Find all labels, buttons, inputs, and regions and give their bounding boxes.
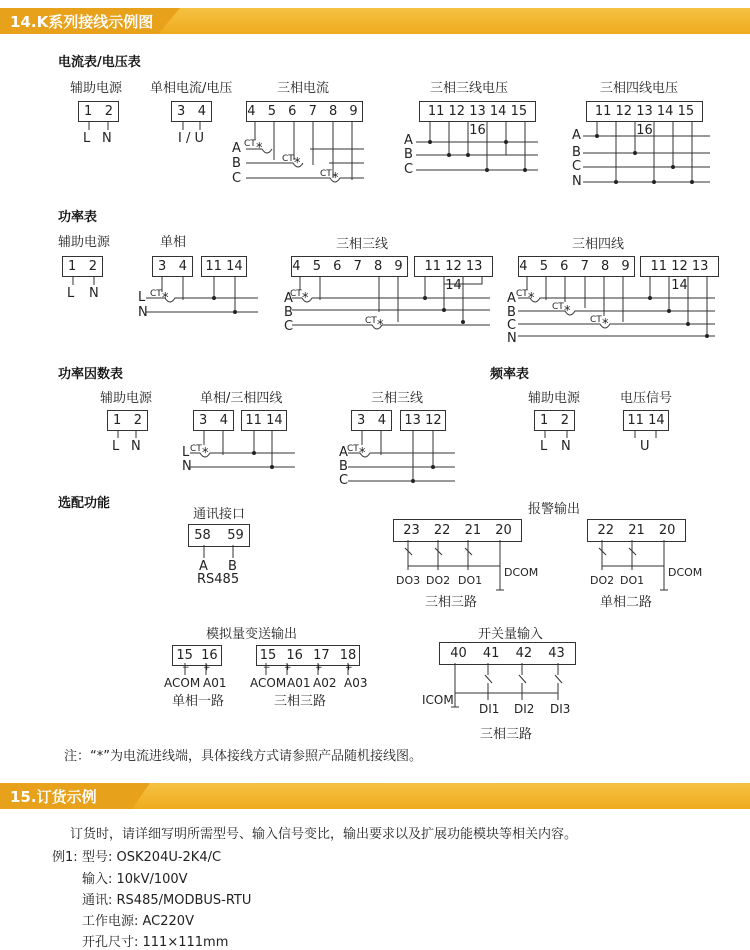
single-phase-iv-label: 单相电流/电压 bbox=[150, 81, 233, 96]
label-di1: DI1 bbox=[479, 702, 500, 716]
terminal-block bbox=[414, 256, 493, 293]
comm-port-label: 通讯接口 bbox=[193, 507, 246, 522]
three-phase-4wire-label: 三相四线 bbox=[572, 237, 625, 252]
terminal-block bbox=[201, 256, 247, 277]
terminal: 9 bbox=[394, 259, 407, 274]
terminal: 2 bbox=[560, 413, 569, 428]
group-current-voltage: 电流表/电压表 bbox=[58, 55, 141, 70]
terminal: 8 bbox=[600, 259, 614, 274]
terminal: 11 bbox=[424, 259, 442, 274]
order-line-comm: 通讯: RS485/MODBUS-RTU bbox=[82, 893, 252, 908]
terminal: 5 bbox=[267, 104, 280, 119]
terminal-block bbox=[172, 645, 222, 666]
label-C: C bbox=[339, 473, 349, 488]
label-a03: A03 bbox=[344, 676, 368, 690]
terminal: 42 bbox=[515, 646, 533, 661]
terminal-block bbox=[241, 410, 287, 431]
wiring-note: 注：“*”为电流进线端，具体接线方式请参照产品随机接线图。 bbox=[64, 749, 422, 764]
label-CT: CT bbox=[320, 169, 332, 179]
label-icom: ICOM bbox=[422, 693, 454, 707]
terminal: 1 bbox=[68, 259, 77, 274]
section-14-title: 14.K系列接线示例图 bbox=[10, 13, 154, 31]
label-plus: + bbox=[315, 663, 323, 673]
terminal: 3 bbox=[177, 104, 186, 119]
terminal: 40 bbox=[450, 646, 467, 661]
three-phase-current-label: 三相电流 bbox=[277, 81, 330, 96]
label-U: U bbox=[640, 439, 650, 454]
switch-input-label: 开关量输入 bbox=[478, 627, 544, 642]
terminal: 23 bbox=[403, 523, 420, 538]
terminal: 14 bbox=[489, 104, 507, 119]
label-CT: CT bbox=[552, 302, 564, 312]
three-way-label: 三相三路 bbox=[425, 595, 478, 610]
label-L: L bbox=[182, 445, 190, 460]
section-15-title: 15.订货示例 bbox=[10, 788, 97, 806]
terminal-block bbox=[291, 256, 408, 277]
terminal-block bbox=[587, 519, 686, 542]
label-star: * bbox=[564, 304, 571, 319]
terminal: 6 bbox=[333, 259, 346, 274]
terminal: 4 bbox=[247, 104, 260, 119]
label-A: A bbox=[199, 559, 208, 574]
voltage-signal-label: 电压信号 bbox=[620, 391, 673, 406]
terminal: 1 bbox=[540, 413, 549, 428]
terminal-block bbox=[419, 101, 536, 138]
label-plus: + bbox=[203, 663, 211, 673]
terminal: 4 bbox=[519, 259, 532, 274]
label-CT: CT bbox=[190, 444, 202, 454]
label-di3: DI3 bbox=[550, 702, 571, 716]
label-a01: A01 bbox=[287, 676, 311, 690]
three-phase-3wire-label: 三相三线 bbox=[371, 391, 424, 406]
label-B: B bbox=[339, 459, 348, 474]
label-C: C bbox=[232, 171, 242, 186]
terminal: 4 bbox=[292, 259, 305, 274]
terminal: 14 bbox=[445, 278, 462, 293]
terminal: 7 bbox=[580, 259, 593, 274]
group-pf: 功率因数表 bbox=[58, 367, 124, 382]
terminal: 13 bbox=[465, 259, 483, 274]
terminal: 2 bbox=[88, 259, 97, 274]
aux-power-label: 辅助电源 bbox=[70, 81, 123, 96]
label-L: L bbox=[540, 439, 548, 454]
label-C: C bbox=[507, 318, 517, 333]
terminal: 6 bbox=[560, 259, 573, 274]
terminal: 16 bbox=[636, 123, 653, 138]
terminal: 7 bbox=[353, 259, 366, 274]
terminal: 9 bbox=[621, 259, 634, 274]
terminal: 12 bbox=[615, 104, 633, 119]
terminal: 58 bbox=[194, 528, 211, 543]
label-di2: DI2 bbox=[514, 702, 535, 716]
terminal: 16 bbox=[469, 123, 486, 138]
terminal: 4 bbox=[219, 413, 228, 428]
label-N: N bbox=[89, 286, 99, 301]
aux-power-label: 辅助电源 bbox=[528, 391, 581, 406]
label-star: * bbox=[302, 291, 309, 306]
label-star: * bbox=[377, 318, 384, 333]
label-C: C bbox=[404, 162, 414, 177]
label-N: N bbox=[561, 439, 571, 454]
three-way-label: 三相三路 bbox=[480, 727, 533, 742]
label-A: A bbox=[404, 133, 413, 148]
label-CT: CT bbox=[347, 444, 359, 454]
terminal: 11 bbox=[245, 413, 262, 428]
terminal-block bbox=[623, 410, 669, 431]
label-B: B bbox=[572, 145, 581, 160]
terminal: 2 bbox=[104, 104, 113, 119]
label-CT: CT bbox=[365, 316, 377, 326]
label-N: N bbox=[131, 439, 141, 454]
terminal: 7 bbox=[308, 104, 321, 119]
label-A: A bbox=[284, 291, 293, 306]
label-CT: CT bbox=[590, 315, 602, 325]
order-intro: 订货时，请详细写明所需型号、输入信号变比，输出要求以及扩展功能模块等相关内容。 bbox=[70, 827, 578, 842]
label-L: L bbox=[112, 439, 120, 454]
label-do2: DO2 bbox=[590, 574, 615, 587]
terminal-block bbox=[586, 101, 703, 138]
terminal: 21 bbox=[628, 523, 645, 538]
three-phase-3wire-label: 三相三线 bbox=[336, 237, 389, 252]
terminal: 12 bbox=[425, 413, 442, 428]
label-star: * bbox=[162, 291, 169, 306]
terminal: 4 bbox=[377, 413, 386, 428]
alarm-output-label: 报警输出 bbox=[528, 502, 581, 517]
terminal: 13 bbox=[469, 104, 486, 119]
label-B: B bbox=[404, 147, 413, 162]
label-star: * bbox=[294, 156, 301, 171]
label-star: * bbox=[602, 317, 609, 332]
label-rs485: RS485 bbox=[197, 572, 240, 587]
terminal: 16 bbox=[286, 648, 303, 663]
terminal: 13 bbox=[636, 104, 653, 119]
label-B: B bbox=[228, 559, 237, 574]
terminal: 41 bbox=[482, 646, 500, 661]
label-A: A bbox=[507, 291, 516, 306]
terminal: 15 bbox=[677, 104, 695, 119]
terminal-block bbox=[351, 410, 392, 431]
label-a02: A02 bbox=[313, 676, 337, 690]
terminal-block bbox=[107, 410, 148, 431]
terminal-block bbox=[393, 519, 522, 542]
label-A: A bbox=[232, 141, 241, 156]
label-C: C bbox=[284, 319, 294, 334]
terminal: 11 bbox=[650, 259, 668, 274]
label-do1: DO1 bbox=[458, 574, 483, 587]
terminal: 20 bbox=[495, 523, 512, 538]
label-CT: CT bbox=[516, 289, 528, 299]
terminal: 6 bbox=[288, 104, 301, 119]
single-two-way-label: 单相二路 bbox=[600, 595, 653, 610]
label-N: N bbox=[507, 331, 517, 346]
single-phase-label: 单相 bbox=[160, 235, 187, 250]
label-CT: CT bbox=[282, 154, 294, 164]
terminal: 3 bbox=[357, 413, 366, 428]
terminal: 11 bbox=[594, 104, 612, 119]
label-minus: − bbox=[263, 663, 271, 673]
section-15-banner bbox=[0, 783, 750, 809]
terminal: 14 bbox=[226, 259, 243, 274]
terminal: 11 bbox=[427, 104, 445, 119]
label-star: * bbox=[256, 141, 263, 156]
single-one-way-label: 单相一路 bbox=[172, 694, 225, 709]
terminal: 1 bbox=[113, 413, 122, 428]
terminal-block bbox=[188, 524, 250, 547]
terminal: 3 bbox=[158, 259, 167, 274]
label-N: N bbox=[572, 174, 582, 189]
label-N: N bbox=[102, 131, 112, 146]
terminal: 20 bbox=[658, 523, 676, 538]
terminal-block bbox=[439, 642, 576, 665]
label-A: A bbox=[572, 128, 581, 143]
order-line-input: 输入: 10kV/100V bbox=[82, 872, 188, 887]
terminal-block bbox=[640, 256, 719, 293]
terminal: 14 bbox=[266, 413, 283, 428]
terminal: 13 bbox=[404, 413, 421, 428]
terminal-block bbox=[152, 256, 193, 277]
terminal: 8 bbox=[373, 259, 387, 274]
terminal-block bbox=[78, 101, 119, 122]
label-CT: CT bbox=[150, 289, 162, 299]
label-star: * bbox=[202, 446, 209, 461]
terminal: 3 bbox=[199, 413, 208, 428]
terminal: 2 bbox=[133, 413, 142, 428]
terminal: 4 bbox=[197, 104, 206, 119]
terminal: 15 bbox=[510, 104, 528, 119]
example-label: 例1: bbox=[52, 850, 78, 865]
terminal: 43 bbox=[548, 646, 565, 661]
label-acom: ACOM bbox=[250, 676, 287, 690]
aux-power-label: 辅助电源 bbox=[58, 235, 111, 250]
terminal: 1 bbox=[84, 104, 93, 119]
single-three-4wire-label: 单相/三相四线 bbox=[200, 391, 283, 406]
terminal: 9 bbox=[349, 104, 362, 119]
analog-output-label: 模拟量变送输出 bbox=[206, 627, 298, 642]
label-CT: CT bbox=[244, 139, 256, 149]
terminal: 5 bbox=[539, 259, 552, 274]
terminal: 12 bbox=[671, 259, 688, 274]
label-dcom: DCOM bbox=[668, 566, 703, 579]
label-acom: ACOM bbox=[164, 676, 201, 690]
label-B: B bbox=[232, 156, 241, 171]
label-a01: A01 bbox=[203, 676, 227, 690]
terminal: 17 bbox=[313, 648, 330, 663]
terminal: 16 bbox=[201, 648, 218, 663]
order-line-cutout: 开孔尺寸: 111×111mm bbox=[82, 935, 229, 950]
terminal: 14 bbox=[656, 104, 674, 119]
terminal: 15 bbox=[176, 648, 193, 663]
terminal: 12 bbox=[445, 259, 462, 274]
label-N: N bbox=[138, 305, 148, 320]
label-B: B bbox=[507, 305, 516, 320]
terminal: 11 bbox=[627, 413, 644, 428]
label-do2: DO2 bbox=[426, 574, 451, 587]
label-L: L bbox=[138, 290, 146, 305]
label-N: N bbox=[182, 459, 192, 474]
terminal-block bbox=[518, 256, 635, 277]
group-power: 功率表 bbox=[58, 210, 98, 225]
label-do1: DO1 bbox=[620, 574, 645, 587]
label-star: * bbox=[332, 171, 339, 186]
terminal: 22 bbox=[597, 523, 615, 538]
terminal: 14 bbox=[671, 278, 688, 293]
terminal-block bbox=[246, 101, 363, 122]
terminal-block bbox=[534, 410, 575, 431]
label-plus: + bbox=[284, 663, 292, 673]
terminal-block bbox=[171, 101, 212, 122]
label-star: * bbox=[528, 291, 535, 306]
order-line-power: 工作电源: AC220V bbox=[82, 914, 194, 929]
label-dcom: DCOM bbox=[504, 566, 539, 579]
label-do3: DO3 bbox=[396, 574, 421, 587]
aux-power-label: 辅助电源 bbox=[100, 391, 153, 406]
terminal: 59 bbox=[227, 528, 244, 543]
label-L: L bbox=[83, 131, 91, 146]
terminal: 13 bbox=[691, 259, 709, 274]
terminal-block bbox=[193, 410, 234, 431]
terminal-block bbox=[400, 410, 446, 431]
terminal: 18 bbox=[339, 648, 357, 663]
terminal: 22 bbox=[433, 523, 451, 538]
terminal: 14 bbox=[648, 413, 665, 428]
label-L: L bbox=[67, 286, 75, 301]
terminal: 4 bbox=[178, 259, 187, 274]
label-C: C bbox=[572, 159, 582, 174]
label-A: A bbox=[339, 445, 348, 460]
group-freq: 频率表 bbox=[490, 367, 530, 382]
three-phase-4wire-voltage-label: 三相四线电压 bbox=[600, 81, 679, 96]
label-CT: CT bbox=[290, 289, 302, 299]
order-line-model: 型号: OSK204U-2K4/C bbox=[82, 850, 222, 865]
terminal: 11 bbox=[205, 259, 222, 274]
three-way-label: 三相三路 bbox=[274, 694, 327, 709]
label-B: B bbox=[284, 305, 293, 320]
terminal: 15 bbox=[259, 648, 277, 663]
label-IU: I / U bbox=[178, 131, 204, 146]
terminal: 5 bbox=[312, 259, 325, 274]
three-phase-3wire-voltage-label: 三相三线电压 bbox=[430, 81, 509, 96]
terminal: 21 bbox=[464, 523, 482, 538]
label-plus: + bbox=[345, 663, 353, 673]
terminal-block bbox=[62, 256, 103, 277]
terminal: 12 bbox=[448, 104, 466, 119]
group-options: 选配功能 bbox=[58, 496, 111, 511]
label-minus: − bbox=[182, 663, 190, 673]
terminal: 8 bbox=[328, 104, 342, 119]
label-star: * bbox=[359, 446, 366, 461]
